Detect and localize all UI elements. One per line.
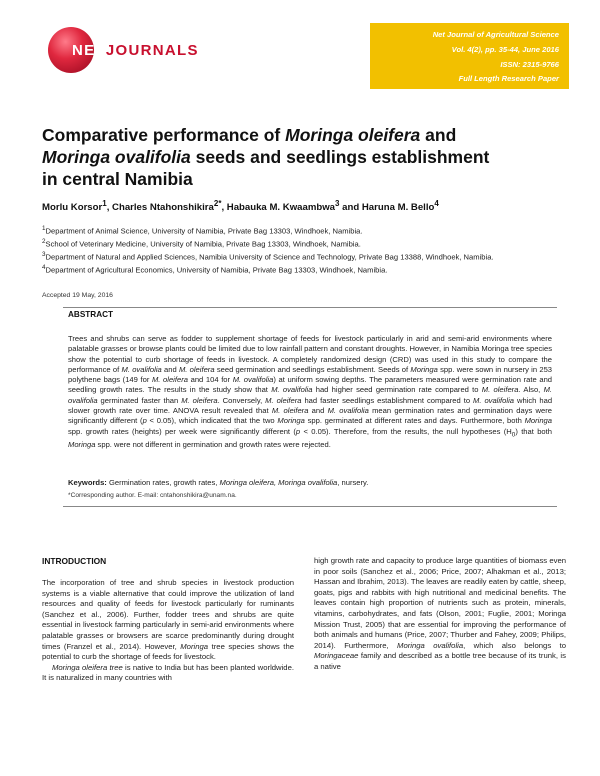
species-italic: Moringa: [524, 416, 552, 426]
affiliation-number: 4: [42, 264, 46, 272]
author-affil-ref: 4: [434, 199, 439, 208]
species-italic: Moringa ovalifolia: [397, 640, 464, 650]
abstract-text: and: [308, 406, 328, 416]
accepted-date: Accepted 19 May, 2016: [42, 292, 113, 299]
abstract-text: spp. were sown in nursery in 253 polythene bags (149 for: [68, 364, 553, 385]
species-italic: Moringa: [68, 440, 96, 450]
intro-column-right: [314, 556, 566, 673]
affiliation: [42, 250, 572, 263]
author-affil-ref: 1: [102, 199, 107, 208]
species-italic: M. oleifera: [265, 395, 302, 405]
species-italic: Moringa: [277, 416, 305, 426]
paragraph-text: , which also belongs to: [463, 640, 566, 650]
subscript: 0: [511, 431, 516, 439]
abstract-heading: ABSTRACT: [68, 310, 114, 319]
affiliation-number: 1: [42, 225, 46, 232]
keywords-label: Keywords:: [68, 478, 107, 487]
logo-text-net: NET: [72, 42, 106, 59]
species-italic: Moringaceae: [314, 651, 359, 661]
stat-symbol: p: [295, 426, 301, 436]
abstract-text: ) at uniform sowing depths. The parameters measured were germination rate and seedling growth rates. The results in the study show that: [68, 375, 553, 395]
abstract-text: < 0.05), which indicated that the two: [146, 416, 278, 426]
species-italic: Moringa: [180, 641, 209, 651]
abstract-text: had higher seed germination rate compared to: [312, 385, 482, 395]
abstract-text: mean germination rates and germination days were significantly different (: [68, 406, 552, 426]
species-italic: Moringa: [410, 364, 438, 374]
author-name: Morlu Korsor: [42, 202, 103, 214]
species-italic: M. oleifera: [178, 364, 215, 374]
volume-info: Vol. 4(2), pp. 35-44, June 2016: [451, 45, 559, 54]
paper-type: Full Length Research Paper: [458, 74, 559, 83]
journal-info-box: [370, 23, 569, 89]
keywords-text: , nursery.: [337, 478, 369, 487]
abstract-body: [68, 334, 552, 451]
author-separator: and: [339, 202, 362, 214]
introduction-heading: INTRODUCTION: [42, 556, 107, 566]
journal-name: Net Journal of Agricultural Science: [432, 30, 559, 39]
keywords-text: Germination rates, growth rates,: [106, 478, 220, 487]
title-text: Comparative performance of: [42, 125, 286, 145]
author-name: Charles Ntahonshikira: [112, 202, 214, 214]
affiliation-text: Department of Animal Science, University of Namibia, Private Bag 13303, Windhoek, Namibia.: [45, 226, 363, 236]
species-italic: Moringa oleifera tree: [52, 662, 123, 672]
title-species: Moringa ovalifolia: [42, 147, 191, 167]
author-name: Haruna M. Bello: [361, 202, 435, 214]
affiliation: [42, 263, 572, 276]
species-italic: M. oleifera: [181, 395, 218, 405]
affiliation-list: [42, 224, 572, 276]
abstract-text: germinated faster than: [97, 395, 182, 405]
species-italic: M. ovalifolia: [68, 385, 552, 405]
author-list: [42, 199, 439, 213]
abstract-text: spp. growth rates (heights) per week were significantly different (: [68, 426, 296, 436]
species-italic: M. oleifera: [151, 375, 188, 385]
affiliation-text: School of Veterinary Medicine, University of Namibia, Private Bag 13303, Windhoek, Namibia.: [45, 239, 361, 249]
abstract-text: seed germination and seedlings establishment. Seeds of: [214, 364, 411, 374]
title-text: in central Namibia: [42, 169, 193, 189]
paper-title: [42, 124, 572, 190]
species-italic: M. ovalifolia: [271, 385, 313, 395]
abstract-text: spp. germinated at different rates and days. Furthermore, both: [304, 416, 525, 426]
author-affil-ref: 2*: [213, 199, 222, 208]
abstract-text: < 0.05). Therefore, from the results, the null hypotheses (H: [300, 426, 512, 436]
stat-symbol: p: [142, 416, 147, 426]
paragraph: [42, 578, 294, 663]
affiliation-text: Department of Natural and Applied Sciences, Namibia University of Science and Technology, Private Bag 13388, Windhoek, Namibia.: [45, 252, 494, 262]
paragraph-text: high growth rate and capacity to produce large quantities of biomass even in poor soils (Sanchez et al., 2006; Price, 2007; Alhakman et al., 2013; Hassan and Ibrahim, 2013). The leaves are readily eaten by cattle, sheep, goats, pigs and rabbits with high nutritional and medicinal benefits. The leaves contain high proportion of nutrients such as protein, minerals, vitamins, carbohydrates, and fats (Olson, 2001; Fuglie, 2001; Moringa Mission Trust, 2005) that are essential for improving the performance of both animals and humans (Price, 2007; Thurber and Fahey, 2009; Philips, 2014). Furthermore,: [314, 556, 566, 650]
abstract-text: which had slower growth rate over time. ANOVA result revealed that: [68, 395, 553, 416]
affiliation-number: 2: [42, 238, 46, 246]
logo-text-rest: JOURNALS: [105, 42, 199, 59]
paragraph: [42, 663, 294, 684]
abstract-text: and: [161, 364, 179, 374]
abstract-text: . Also,: [518, 385, 544, 395]
publisher-logo: [72, 42, 199, 59]
paragraph-text: The incorporation of tree and shrub species in livestock production systems is a viable alternative that could improve the utilization of land resources and quality of feeds for livestock particularly for ruminants (Sanchez et al., 2006). Further, fodder trees and shrubs are quite essential in livestock farming particularly in semi-arid environments where palatable grasses or browsers are scarce predominantly during drought times (Franzel et al., 2014). However,: [42, 578, 294, 651]
affiliation-text: Department of Agricultural Economics, University of Namibia, Private Bag 13303, Windhoek, Namibia.: [45, 265, 388, 275]
author-affil-ref: 3: [335, 199, 340, 208]
title-species: Moringa oleifera: [285, 125, 421, 145]
species-italic: M. ovalifolia: [473, 395, 514, 405]
abstract-text: ) that both: [515, 426, 552, 436]
author-separator: ,: [221, 202, 227, 214]
corresponding-author: *Corresponding author. E-mail: cntahonshikira@unam.na.: [68, 492, 237, 499]
abstract-text: and 104 for: [187, 375, 233, 385]
paragraph: [314, 556, 566, 673]
author-separator: ,: [106, 202, 113, 214]
species-italic: M. oleifera: [271, 406, 309, 416]
species-italic: M. ovalifolia: [232, 375, 274, 385]
intro-column-left: [42, 578, 294, 684]
paragraph-text: is native to India but has been planted worldwide. It is naturalized in many countries with: [42, 662, 294, 683]
title-text: and: [420, 125, 457, 145]
affiliation-number: 3: [42, 251, 46, 259]
abstract-text: had faster seedlings establishment compared to: [301, 395, 474, 405]
species-italic: M. oleifera: [481, 385, 519, 395]
species-italic: M. ovalifolia: [121, 364, 162, 374]
keywords: [68, 478, 368, 487]
paragraph-text: family and described as a bottle tree because of its trunk, is a native: [314, 651, 566, 671]
abstract-text: Trees and shrubs can serve as fodder to supplement shortage of feeds for livestock particularly in arid and semi-arid environments where palatable grasses or browse plants could be limited due to low rainfall pattern and constant droughts. However, in Namibia Moringa tree species show the potential to curb shortage of feeds in livestock. A completely randomized design (CRD) was used in this study to compare the performance of: [68, 334, 552, 374]
author-name: Habauka M. Kwaambwa: [226, 202, 336, 214]
affiliation: [42, 237, 572, 250]
species-italic: M. ovalifolia: [327, 406, 369, 416]
affiliation: [42, 224, 572, 237]
paragraph-text: tree species shows the potential to curb the shortage of feeds for livestock.: [42, 641, 294, 662]
issn: ISSN: 2315-9766: [500, 60, 559, 69]
abstract-text: spp. were not different in germination and growth rates were rejected.: [95, 440, 331, 450]
keywords-species: Moringa oleifera, Moringa ovalifolia: [219, 478, 338, 487]
abstract-text: . Conversely,: [217, 395, 266, 405]
title-text: seeds and seedlings establishment: [190, 147, 490, 167]
